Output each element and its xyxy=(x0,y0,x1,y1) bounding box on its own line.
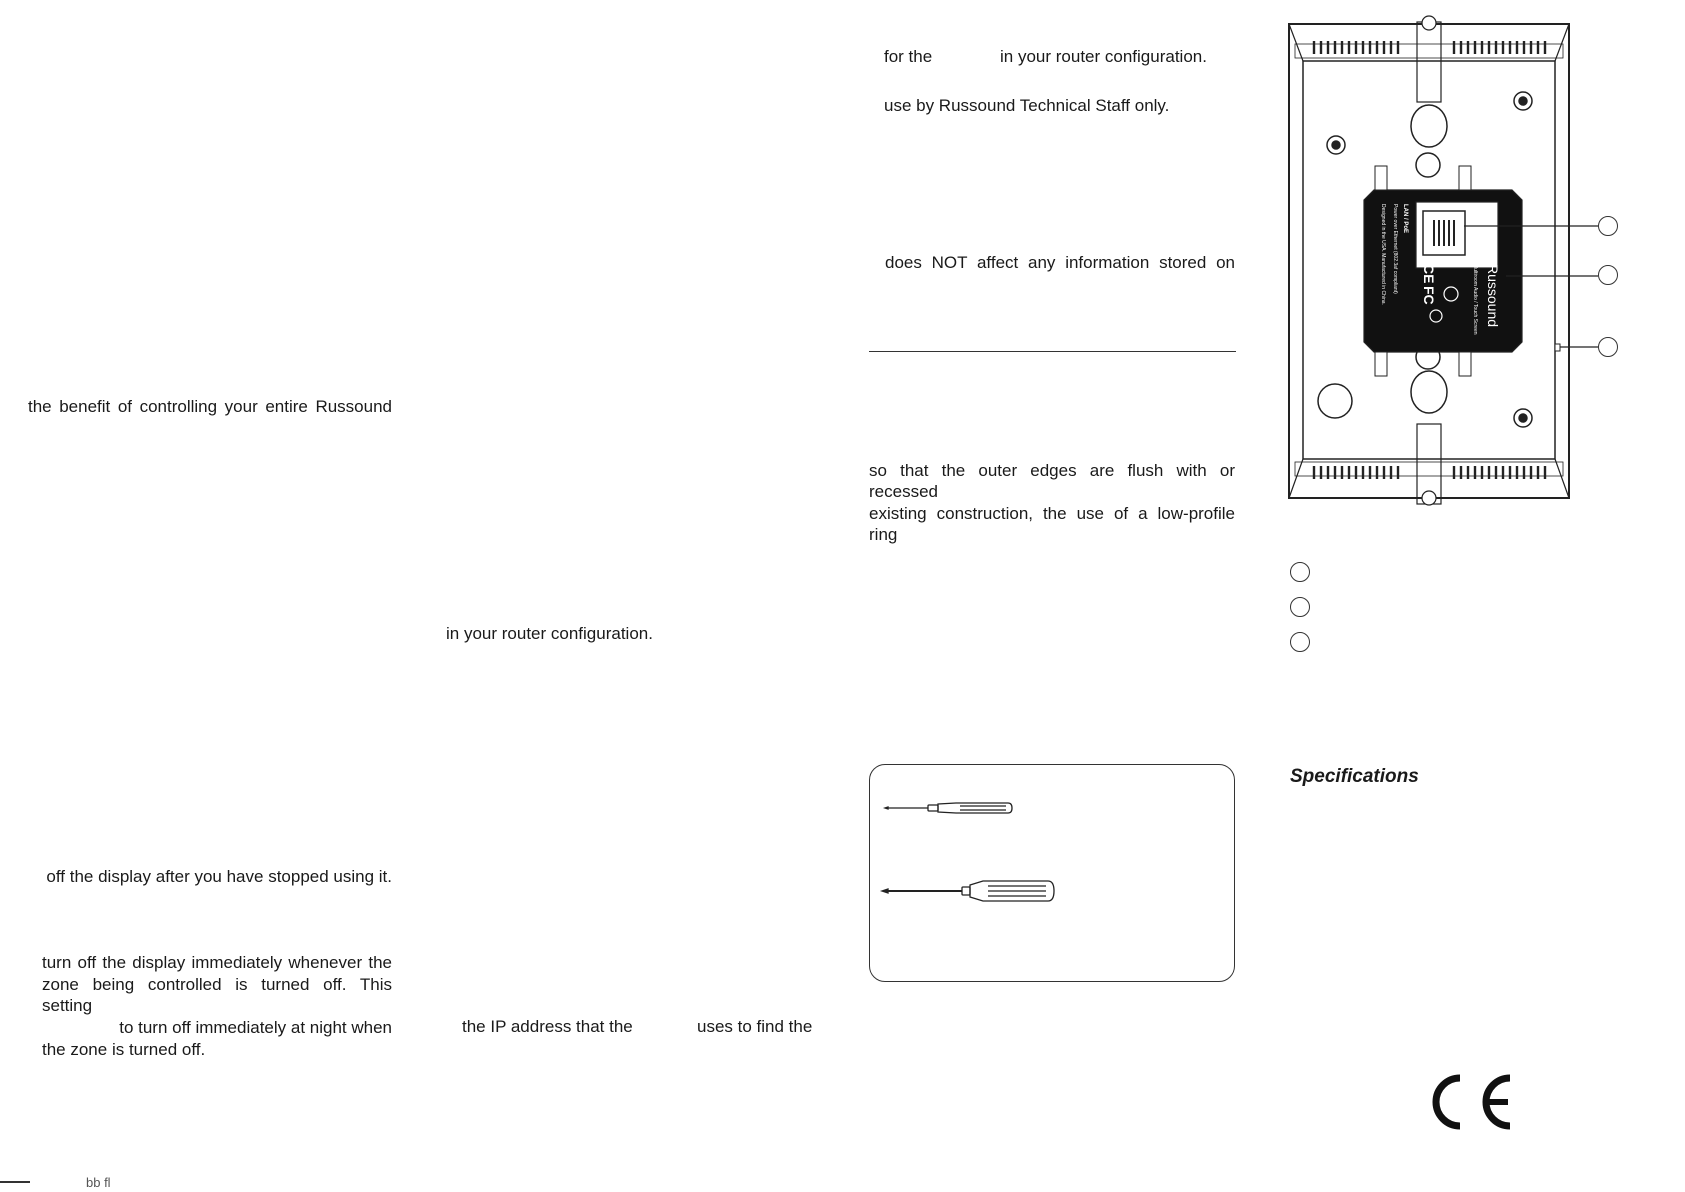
text-line-off-display: off the display after you have stopped using it. xyxy=(46,867,392,886)
device-port-label: LAN / PoE xyxy=(1402,204,1408,234)
specifications-heading: Specifications xyxy=(1290,766,1419,787)
footer-fragment: bb fl xyxy=(86,1175,111,1190)
callout-circle-1 xyxy=(1598,216,1618,236)
text-line-ip-a: the IP address that the xyxy=(462,1017,633,1036)
text-line-router-col3: in your router configuration. xyxy=(1000,47,1207,66)
callout-circle-3 xyxy=(1598,337,1618,357)
footer-rule xyxy=(0,1181,30,1183)
phillips-screwdriver-icon xyxy=(882,881,1054,901)
legend-circle-2 xyxy=(1290,597,1310,617)
device-fcc-label: FC xyxy=(1421,286,1437,305)
section-divider xyxy=(869,351,1236,352)
small-screwdriver-icon xyxy=(885,803,1012,813)
device-design-note: Designed in the USA. Manufactured in China. xyxy=(1380,204,1386,305)
text-line-existing: existing construction, the use of a low-profile ring xyxy=(869,504,1235,544)
device-brand: Russound xyxy=(1485,264,1501,328)
text-line-not-affect: does NOT affect any information stored on xyxy=(885,253,1235,272)
device-back-illustration xyxy=(1276,14,1616,506)
text-line-for-the: for the xyxy=(884,47,933,66)
text-line-ip-b: uses to find the xyxy=(697,1017,813,1036)
device-brand-sub: Multiroom Audio / Touch Screen xyxy=(1472,264,1478,335)
text-line-turn-off-2: zone being controlled is turned off. This setting xyxy=(42,975,392,1015)
ce-mark-icon xyxy=(1420,1072,1520,1132)
text-line-zone-off: the zone is turned off. xyxy=(42,1040,206,1059)
text-line-router-col2: in your router configuration. xyxy=(446,624,653,643)
text-line-to-turn-off: to turn off immediately at night when xyxy=(119,1018,392,1037)
legend-circle-1 xyxy=(1290,562,1310,582)
legend-circle-3 xyxy=(1290,632,1310,652)
bottom-vents xyxy=(1314,466,1545,479)
tools-box xyxy=(869,764,1235,982)
text-line-staff: use by Russound Technical Staff only. xyxy=(884,96,1170,115)
top-vents xyxy=(1314,41,1545,54)
callout-circle-2 xyxy=(1598,265,1618,285)
text-line-flush: so that the outer edges are flush with or recessed xyxy=(869,461,1235,501)
tools-illustration xyxy=(870,765,1234,981)
device-ce-label: CE xyxy=(1421,264,1437,284)
text-line-turn-off-1: turn off the display immediately whenever the xyxy=(42,953,392,972)
device-port-sub: Power over Ethernet (802.3af compliant) xyxy=(1392,204,1398,294)
text-line-benefit: the benefit of controlling your entire Russound xyxy=(28,397,392,416)
